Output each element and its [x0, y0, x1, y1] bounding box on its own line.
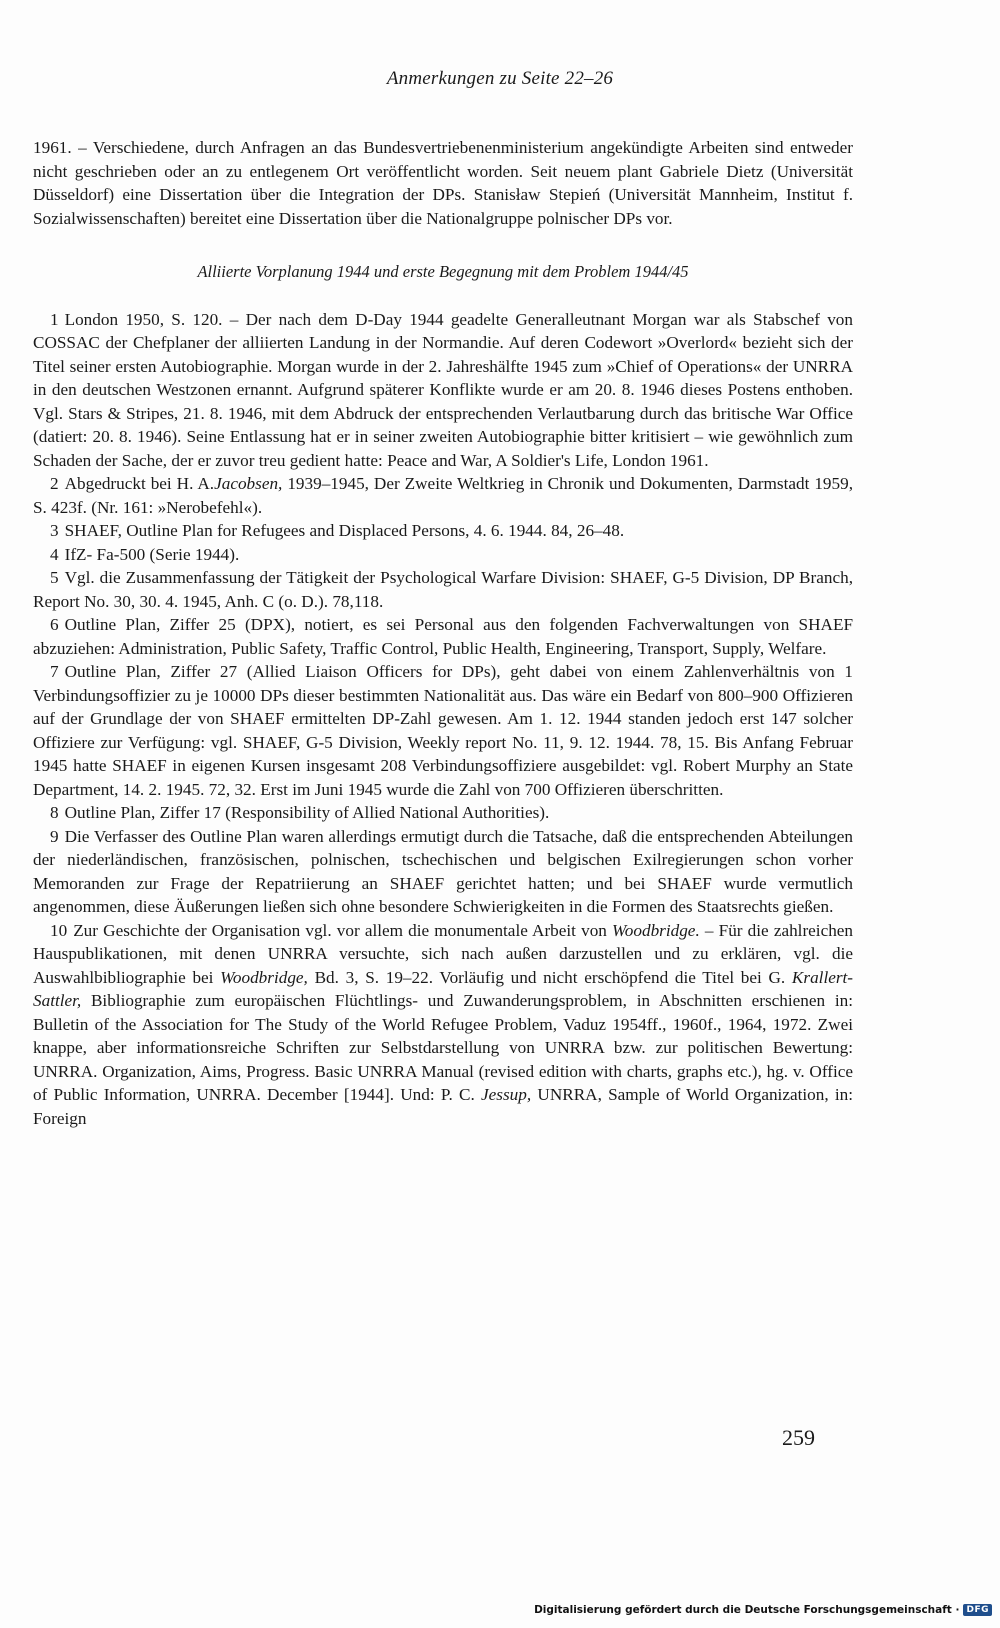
note-number: 10 — [50, 920, 68, 940]
note-text: SHAEF, Outline Plan for Refugees and Displaced Persons, 4. 6. 1944. 84, 26–48. — [64, 521, 625, 540]
digitization-footer — [534, 1604, 992, 1616]
note-text: Outline Plan, Ziffer 27 (Allied Liaison Officers for DPs), geht dabei von einem Zahlenverhältnis von 1 Verbindungsoffizier zu je 10000 DPs dieser bestimmten Nationalität aus. Das wäre ein Bedarf von 800–900 Offizieren auf der Grundlage der von SHAEF ermittelten DP-Zahl gewesen. Am 1. 12. 1944 standen jedoch erst 147 solcher Offiziere zur Verfügung: vgl. SHAEF, G-5 Division, Weekly report No. 11, 9. 12. 1944. 78, 15. Bis Anfang Februar 1945 hatte SHAEF in eigenen Kursen insgesamt 208 Verbindungsoffiziere ausgebildet: vgl. Robert Murphy an State Department, 14. 2. 1945. 72, 32. Erst im Juni 1945 wurde die Zahl von 700 Offizieren überschritten. — [33, 662, 853, 799]
note-text: Zur Geschichte der Organisation vgl. vor allem die monumentale Arbeit von — [73, 920, 607, 940]
note-1 — [33, 308, 853, 473]
page-number: 259 — [782, 1425, 815, 1450]
note-text: 1939–1945, Der Zweite Weltkrieg in Chronik und Dokumenten, Darmstadt 1959, S. 423f. (Nr. 161: »Nerobefehl«). — [33, 474, 853, 517]
note-6 — [33, 613, 853, 660]
note-text: – Für die zahlreichen Hauspublikationen, mit denen UNRRA versuchte, sich nach außen darzustellen und zu erklären, vgl. die Auswahlbibliographie bei — [33, 920, 854, 987]
note-text: Die Verfasser des Outline Plan waren allerdings ermutigt durch die Tatsache, daß die entsprechenden Abteilungen der niederländischen, französischen, polnischen, tschechischen und belgischen Exilregierungen schon vorher Memoranden zur Frage der Repatriierung an SHAEF gerichtet hatten; und bei SHAEF wurde vermutlich angenommen, diese Äußerungen ließen sich ohne besondere Schwierigkeiten in die Formen des Staatsrechts gießen. — [33, 826, 853, 916]
running-head: Anmerkungen zu Seite 22–26 — [386, 68, 614, 89]
note-text: UNRRA, Sample of World Organization, in: Foreign — [33, 1085, 854, 1128]
note-number: 5 — [50, 568, 59, 587]
author-name: Woodbridge, — [220, 967, 308, 987]
note-text: Outline Plan, Ziffer 17 (Responsibility of Allied National Authorities). — [64, 803, 550, 822]
note-8 — [33, 801, 853, 825]
section-heading: Alliierte Vorplanung 1944 und erste Begegnung mit dem Problem 1944/45 — [197, 262, 689, 281]
note-number: 1 — [50, 309, 59, 329]
note-4 — [33, 543, 853, 567]
note-number: 9 — [50, 826, 59, 846]
author-name: Jessup, — [481, 1085, 532, 1104]
author-name: Jacobsen, — [214, 474, 283, 493]
note-10 — [33, 919, 853, 1131]
note-2 — [33, 472, 853, 519]
note-9 — [33, 825, 853, 919]
note-text: Abgedruckt bei H. A. — [64, 474, 215, 493]
note-5 — [33, 566, 853, 613]
note-number: 7 — [50, 662, 59, 681]
note-number: 2 — [50, 474, 59, 493]
note-number: 6 — [50, 615, 59, 634]
note-text: London 1950, S. 120. – Der nach dem D-Day 1944 geadelte Generalleutnant Morgan war als Stabschef von COSSAC der Chefplaner der alliierten Landung in der Normandie. Auf deren Codewort »Overlord« bezieht sich der Titel seiner ersten Autobiographie. Morgan wurde in der 2. Jahreshälfte 1945 zum »Chief of Operations« der UNRRA in den deutschen Westzonen ernannt. Aufgrund späterer Konflikte wurde er am 20. 8. 1946 dieses Postens enthoben. Vgl. Stars & Stripes, 21. 8. 1946, mit dem Abdruck der entsprechenden Verlautbarung durch das britische War Office (datiert: 20. 8. 1946). Seine Entlassung hat er in seiner zweiten Autobiographie bitter kritisiert – wie gewöhnlich zum Schaden der Sache, der er zuvor treu gedient hatte: Peace and War, A Soldier's Life, London 1961. — [33, 309, 853, 470]
footer-text: Digitalisierung gefördert durch die Deutsche Forschungsgemeinschaft · — [534, 1604, 960, 1616]
note-7 — [33, 660, 853, 801]
author-name: Krallert-Sattler, — [33, 967, 854, 1010]
note-text: Bd. 3, S. 19–22. Vorläufig und nicht erschöpfend die Titel bei G. — [314, 967, 786, 987]
note-text: Outline Plan, Ziffer 25 (DPX), notiert, es sei Personal aus den folgenden Fachverwaltungen von SHAEF abzuziehen: Administration, Public Safety, Traffic Control, Public Health, Engineering, Transport, Supply, Welfare. — [33, 615, 853, 658]
notes-body — [33, 136, 853, 1130]
intro-paragraph: 1961. – Verschiedene, durch Anfragen an das Bundesvertriebenenministerium angekündigte Arbeiten sind entweder nicht geschrieben oder an zu entlegenem Ort veröffentlicht worden. Seit neuem plant Gabriele Dietz (Universität Düsseldorf) eine Dissertation über die Integration der DPs. Stanisław Stepień (Universität Mannheim, Institut f. Sozialwissenschaften) bereitet eine Dissertation über die Nationalgruppe polnischer DPs vor. — [33, 138, 853, 228]
author-name: Woodbridge. — [612, 920, 700, 940]
note-number: 8 — [50, 803, 59, 822]
note-number: 3 — [50, 521, 59, 540]
note-3 — [33, 519, 853, 543]
note-number: 4 — [50, 544, 59, 564]
note-text: IfZ- Fa-500 (Serie 1944). — [64, 544, 240, 564]
note-text: Bibliographie zum europäischen Flüchtlings- und Zuwanderungsproblem, in Abschnitten erschienen in: Bulletin of the Association for The Study of the World Refugee Problem, Vaduz 1954ff., 1960f., 1964, 1972. Zwei knappe, aber informationsreiche Schriften zur Selbstdarstellung von UNRRA bzw. zur politischen Bewertung: UNRRA. Organization, Aims, Progress. Basic UNRRA Manual (revised edition with charts, graphs etc.), hg. v. Office of Public Information, UNRRA. December [1944]. Und: P. C. — [33, 991, 853, 1104]
dfg-logo-icon: DFG — [963, 1604, 992, 1616]
note-text: Vgl. die Zusammenfassung der Tätigkeit der Psychological Warfare Division: SHAEF, G-5 Division, DP Branch, Report No. 30, 30. 4. 1945, Anh. C (o. D.). 78,118. — [33, 568, 853, 611]
